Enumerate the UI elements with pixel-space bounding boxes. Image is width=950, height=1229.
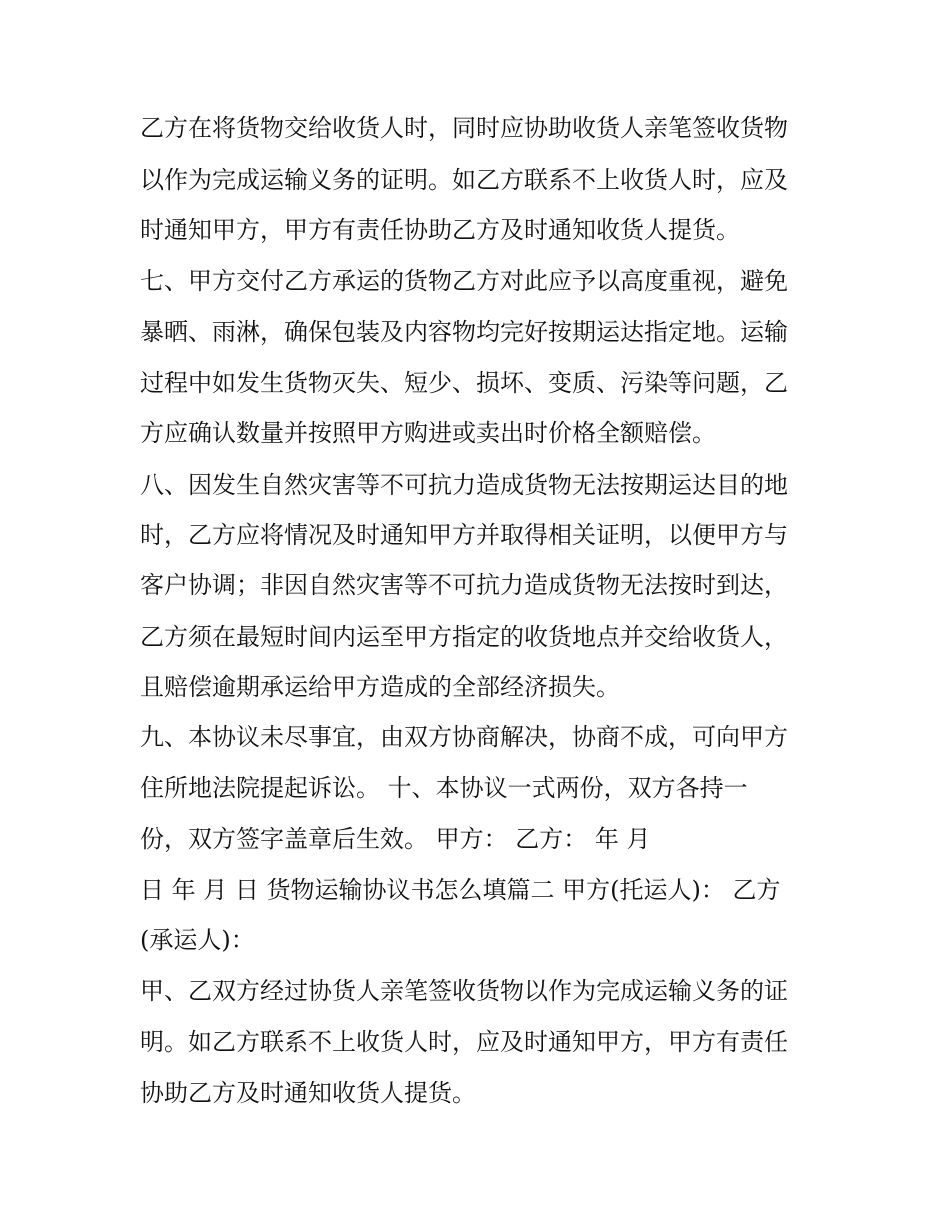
text-line: 九、本协议未尽事宜，由双方协商解决，协商不成，可向甲方	[140, 723, 788, 751]
text-line: 明。如乙方联系不上收货人时，应及时通知甲方，甲方有责任	[140, 1028, 788, 1056]
text-line: 时，乙方应将情况及时通知甲方并取得相关证明，以便甲方与	[140, 521, 788, 549]
text-line: 乙方须在最短时间内运至甲方指定的收货地点并交给收货人，	[140, 623, 788, 651]
text-line: 以作为完成运输义务的证明。如乙方联系不上收货人时，应及	[140, 166, 788, 194]
text-line: 七、甲方交付乙方承运的货物乙方对此应予以高度重视，避免	[140, 267, 788, 295]
text-line: 且赔偿逾期承运给甲方造成的全部经济损失。	[140, 673, 620, 701]
text-line: 暴晒、雨淋，确保包装及内容物均完好按期运达指定地。运输	[140, 318, 788, 346]
text-line: 时通知甲方，甲方有责任协助乙方及时通知收货人提货。	[140, 216, 740, 244]
text-line: 份，双方签字盖章后生效。 甲方： 乙方： 年 月	[140, 825, 651, 853]
text-line: 乙方在将货物交给收货人时，同时应协助收货人亲笔签收货物	[140, 114, 788, 142]
text-line: 过程中如发生货物灭失、短少、损坏、变质、污染等问题，乙	[140, 369, 788, 397]
text-line: 日 年 月 日 货物运输协议书怎么填篇二 甲方(托运人)： 乙方	[140, 876, 781, 904]
text-line: 客户协调；非因自然灾害等不可抗力造成货物无法按时到达，	[140, 571, 788, 599]
text-line: 甲、乙双方经过协货人亲笔签收货物以作为完成运输义务的证	[140, 977, 788, 1005]
text-line: 八、因发生自然灾害等不可抗力造成货物无法按期运达目的地	[140, 471, 788, 499]
text-line: 住所地法院提起诉讼。 十、本协议一式两份，双方各持一	[140, 774, 748, 802]
text-line: 方应确认数量并按照甲方购进或卖出时价格全额赔偿。	[140, 419, 716, 447]
text-line: (承运人)：	[140, 926, 255, 954]
text-line: 协助乙方及时通知收货人提货。	[140, 1079, 476, 1107]
